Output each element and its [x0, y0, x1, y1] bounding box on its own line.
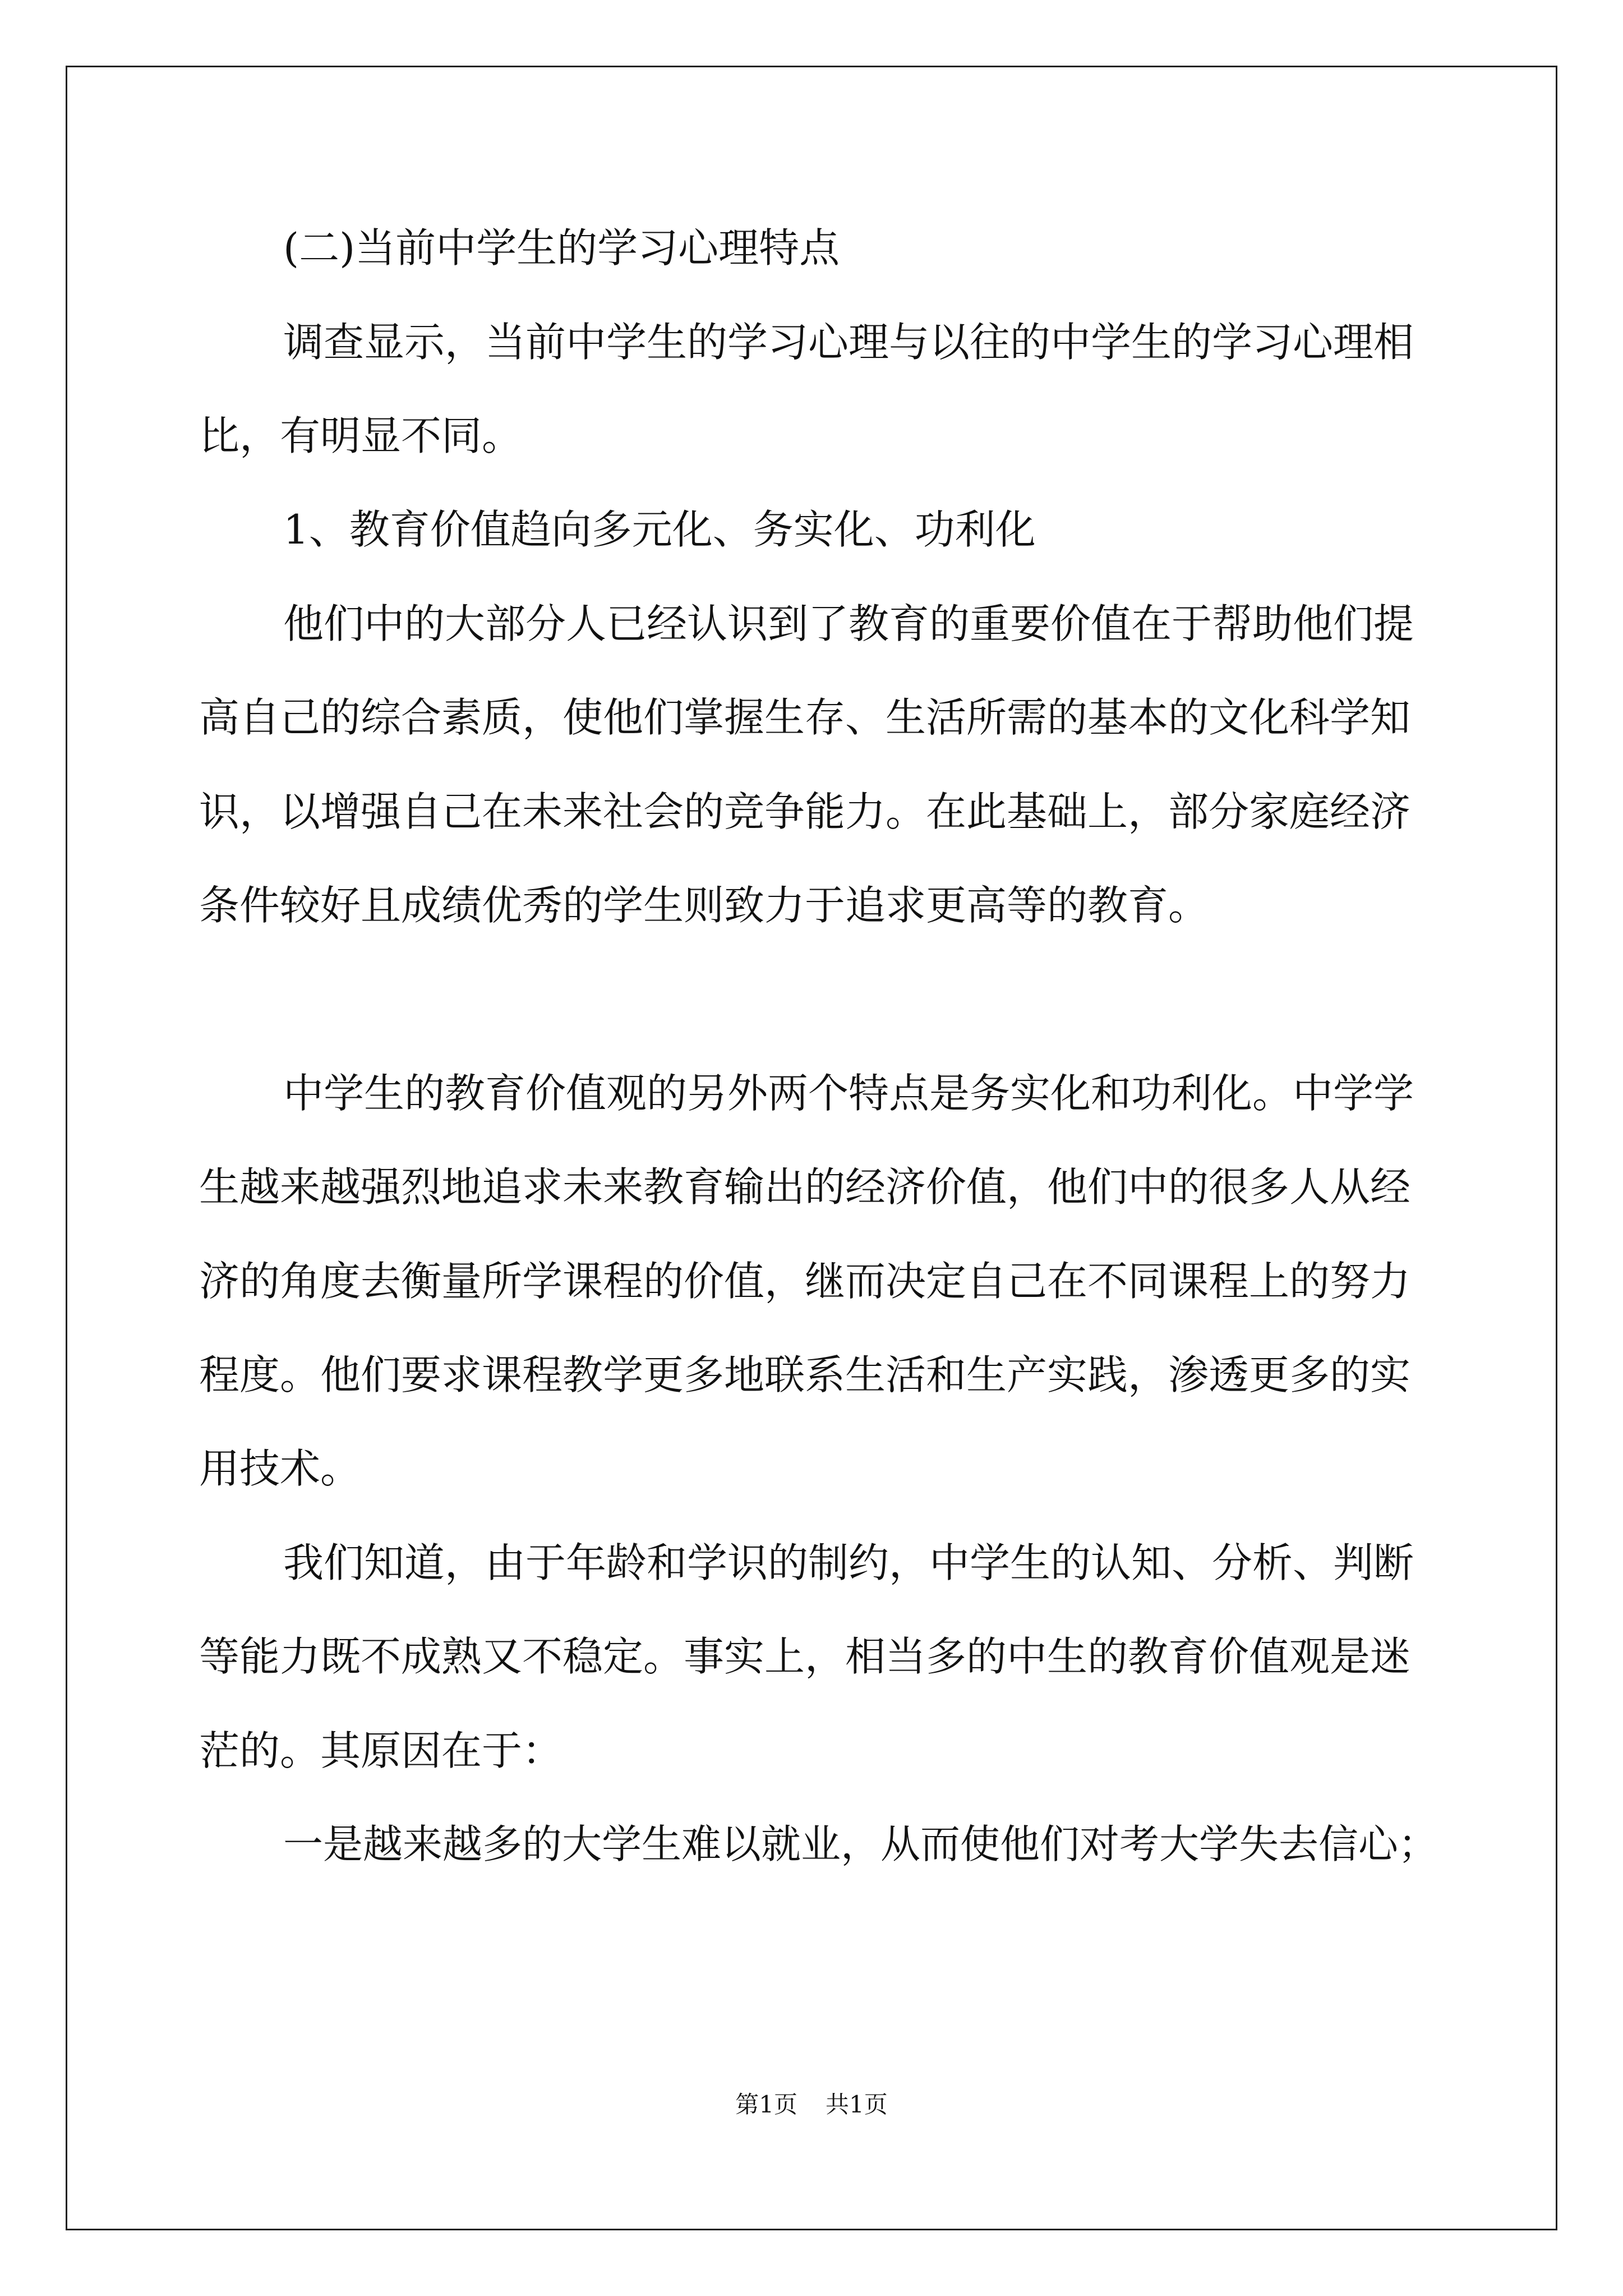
- paragraph-line: 条件较好且成绩优秀的学生则致力于追求更高等的教育。: [199, 882, 1209, 929]
- paragraph-line: 济的角度去衡量所学课程的价值，继而决定自己在不同课程上的努力: [199, 1258, 1411, 1305]
- paragraph-line: 茫的。其原因在于：: [199, 1727, 563, 1774]
- section-heading: (二)当前中学生的学习心理特点: [283, 224, 840, 272]
- paragraph-line: 调查显示，当前中学生的学习心理与以往的中学生的学习心理相: [283, 319, 1414, 366]
- paragraph-line: 一是越来越多的大学生难以就业，从而使他们对考大学失去信心；: [283, 1821, 1438, 1867]
- page-border: [66, 66, 1557, 2230]
- paragraph-line: 中学生的教育价值观的另外两个特点是务实化和功利化。中学学: [283, 1070, 1414, 1117]
- paragraph-line: 高自己的综合素质，使他们掌握生存、生活所需的基本的文化科学知: [199, 694, 1411, 741]
- paragraph-line: 识，以增强自己在未来社会的竞争能力。在此基础上，部分家庭经济: [199, 788, 1411, 835]
- paragraph-line: 我们知道，由于年龄和学识的制约，中学生的认知、分析、判断: [283, 1539, 1414, 1586]
- paragraph-line: 等能力既不成熟又不稳定。事实上，相当多的中生的教育价值观是迷: [199, 1633, 1411, 1680]
- page-footer: [0, 2088, 1623, 2122]
- subheading: 1、教育价值趋向多元化、务实化、功利化: [283, 506, 1036, 553]
- page-number: 第1页: [735, 2091, 797, 2118]
- paragraph-line: 比，有明显不同。: [199, 412, 523, 459]
- paragraph-line: 程度。他们要求课程教学更多地联系生活和生产实践，渗透更多的实: [199, 1351, 1411, 1398]
- page-total: 共1页: [826, 2091, 888, 2118]
- paragraph-line: 用技术。: [199, 1445, 361, 1492]
- paragraph-line: 他们中的大部分人已经认识到了教育的重要价值在于帮助他们提: [283, 600, 1414, 647]
- paragraph-line: 生越来越强烈地追求未来教育输出的经济价值，他们中的很多人从经: [199, 1163, 1411, 1211]
